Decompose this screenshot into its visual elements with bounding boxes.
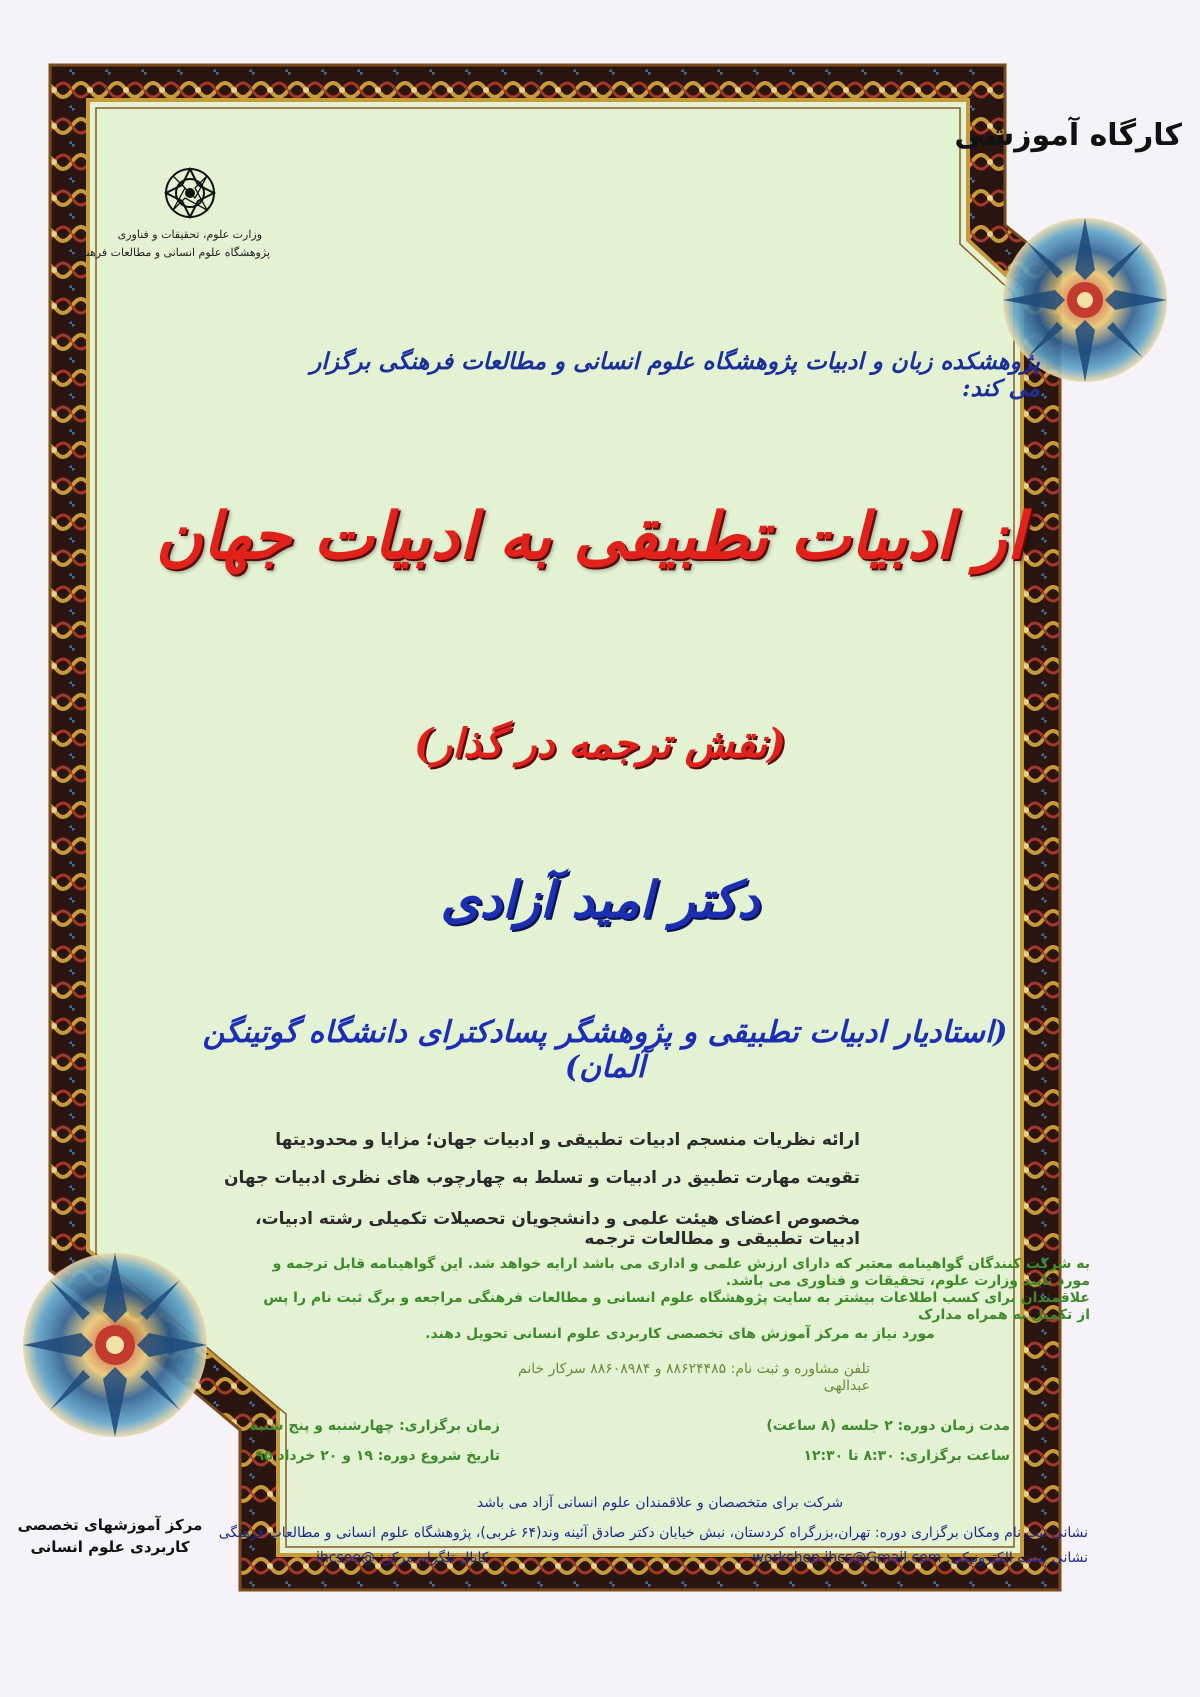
workshop-title: از ادبیات تطبیقی به ادبیات جهان [155, 499, 1025, 574]
institute-name: پژوهشگاه علوم انسانی و مطالعات فرهنگی [71, 246, 270, 259]
center-name-line-1: مرکز آموزشهای تخصصی [17, 1516, 203, 1534]
course-duration: مدت زمان دوره: ۲ جلسه (۸ ساعت) [766, 1418, 1010, 1434]
course-start-date: تاریخ شروع دوره: ۱۹ و ۲۰ خرداد ۹۵ [255, 1448, 500, 1464]
course-hours: ساعت برگزاری: ۸:۳۰ تا ۱۲:۳۰ [803, 1448, 1010, 1464]
ministry-name: وزارت علوم، تحقیقات و فناوری [117, 228, 262, 241]
training-center-name [10, 1515, 210, 1559]
contact-email[interactable]: نشانی پست الکترونیکی: workshop.ihcs@Gmail.com [752, 1550, 1088, 1566]
rosette-left [23, 1253, 207, 1437]
registration-note-cont: مورد نیاز به مرکز آموزش های تخصصی کاربردی علوم انسانی تحویل دهند. [425, 1326, 935, 1342]
venue-address: نشانی ثبت نام ومکان برگزاری دوره: تهران،بزرگراه کردستان، نبش خیابان دکتر صادق آئینه وند(۶۴ غربی)، پژوهشگاه علوم انسانی و مطالعات فرهنگی [218, 1525, 1088, 1541]
registration-note: علاقمندان برای کسب اطلاعات بیشتر به سایت پژوهشگاه علوم انسانی و مطالعات فرهنگی مراجعه و برگ ثبت نام را پس از تکمیل به همراه مدارک [263, 1290, 1090, 1323]
eligibility-note: شرکت برای متخصصان و علاقمندان علوم انسانی آزاد می باشد [476, 1495, 844, 1511]
instructor-affiliation: (استادیار ادبیات تطبیقی و پژوهشگر پسادکترای دانشگاه گوتینگن آلمان) [202, 1015, 1008, 1085]
workshop-label: کارگاه آموزشی [954, 118, 1182, 153]
topic-item: تقویت مهارت تطبیق در ادبیات و تسلط به چهارچوب های نظری ادبیات جهان [224, 1168, 860, 1188]
center-name-line-2: کاربردی علوم انسانی [30, 1537, 190, 1556]
topic-item: مخصوص اعضای هیئت علمی و دانشجویان تحصیلات تکمیلی رشته ادبیات، ادبیات تطبیقی و مطالعات ترجمه [255, 1209, 860, 1249]
instructor-name: دکتر امید آزادی [440, 870, 760, 929]
certificate-note: به شرکت کنندگان گواهینامه معتبر که دارای ارزش علمی و اداری می باشد ارایه خواهد شد. این گواهینامه قابل ترجمه و مورد تایید وزارت علوم، تحقیقات و فناوری می باشد. [272, 1256, 1090, 1289]
topic-item: ارائه نظریات منسجم ادبیات تطبیقی و ادبیات جهان؛ مزایا و محدودیتها [275, 1130, 860, 1150]
institute-logo [71, 158, 270, 278]
telegram-channel[interactable]: کانال تلگرام مرکز: @ihcsoe [316, 1550, 489, 1566]
course-days: زمان برگزاری: چهارشنبه و پنج شنبه [249, 1418, 500, 1434]
organizer-line: پژوهشکده زبان و ادبیات پژوهشگاه علوم انسانی و مطالعات فرهنگی برگزار می کند: [310, 348, 1040, 402]
institute-emblem-icon [160, 163, 220, 223]
phone-info: تلفن مشاوره و ثبت نام: ۸۸۶۲۴۴۸۵ و ۸۸۶۰۸۹۸۴ سرکار خانم عبدالهی [518, 1361, 870, 1394]
workshop-subtitle: (نقش ترجمه در گذار) [413, 720, 787, 767]
